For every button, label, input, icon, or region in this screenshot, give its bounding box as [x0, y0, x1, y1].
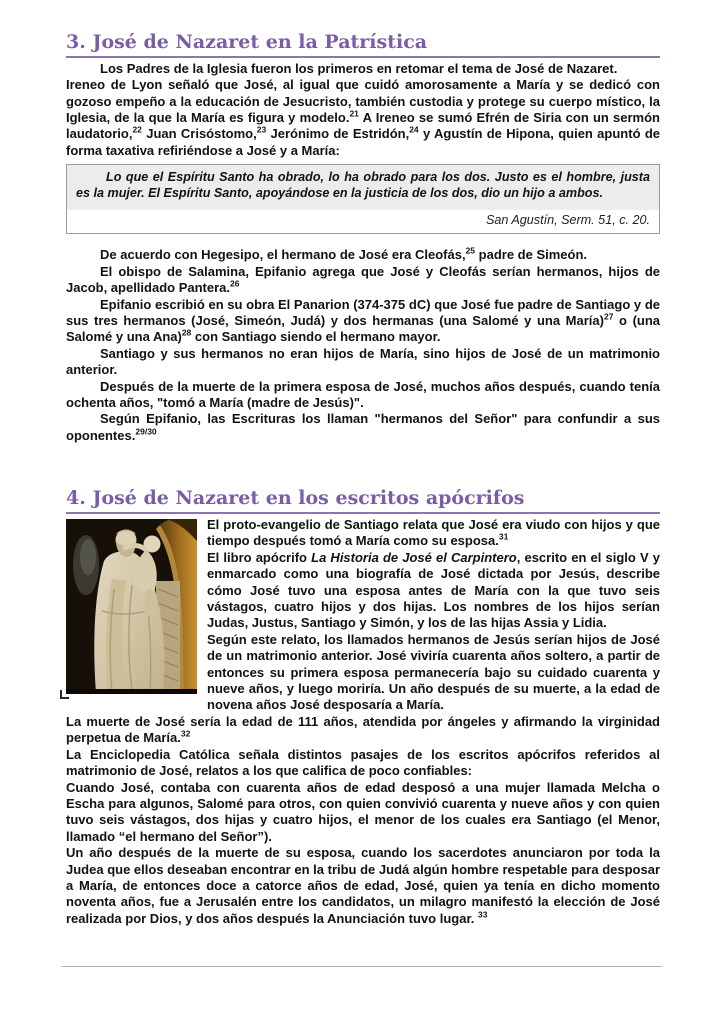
section3-heading: 3. José de Nazaret en la Patrística [66, 32, 660, 58]
section4-paragraph-3: Según este relato, los llamados hermanos de Jesús serían hijos de José de un matrimonio anterior. José viviría cuarenta años soltero, a partir de entonces su primera esposa permanecería bajo su cuidado cuarenta y nueve años, y luego moriría. Un año después de su muerte, a la edad de novena años José desposaría a María. [207, 631, 660, 713]
section4-paragraph-4: La muerte de José sería la edad de 111 años, atendida por ángeles y afirmando la virginidad perpetua de María.$^{32}$ [66, 713, 660, 746]
joseph-statue-image [66, 519, 197, 694]
section3-paragraph-7: Después de la muerte de la primera esposa de José, muchos años después, cuando tenía ochenta años, "tomó a María (madre de Jesús)". [66, 378, 660, 410]
quote-text: Lo que el Espíritu Santo ha obrado, lo ha obrado para los dos. Justo es el hombre, justa es la mujer. El Espíritu Santo, apoyándose en la justicia de los dos, dio un hijo a ambos. [67, 165, 659, 210]
section4-paragraph-5: La Enciclopedia Católica señala distintos pasajes de los escritos apócrifos referidos al matrimonio de José, relatos a los que califica de poco confiables: [66, 746, 660, 779]
section3-paragraph-6: Santiago y sus hermanos no eran hijos de María, sino hijos de José de un matrimonio anterior. [66, 345, 660, 378]
joseph-statue-illustration [66, 519, 197, 694]
footnote-separator [61, 966, 662, 967]
section4-paragraph-1: El proto-evangelio de Santiago relata que José era viudo con hijos y que tiempo después tomó a María como su esposa.$^{31}$ [207, 517, 660, 549]
section3-paragraph-8: Según Epifanio, las Escrituras los llaman "hermanos del Señor" para confundir a sus oponentes.$^{29/30}$ [66, 411, 660, 443]
section3-paragraph-2: Ireneo de Lyon señaló que José, al igual que cuidó amorosamente a María y se dedicó con gozoso empeño a la educación de Jesucristo, también custodia y protege su cuerpo místico, la Iglesia, de la que la María es figura y modelo.$^{21}$ A Ireneo se sumó Efrén de Siria con un sermón laudatorio,$^{22}$ Juan Crisóstomo,$^{23}$ Jerónimo de Estridón,$^{24}$ y Agustín de Hipona, quien apuntó de forma taxativa refiriéndose a José y a María: [66, 77, 660, 158]
section4-body [66, 517, 660, 927]
image-corner-mark [60, 690, 69, 699]
section4-heading: 4. José de Nazaret en los escritos apócrifos [66, 488, 660, 514]
augustine-quote-box [66, 164, 660, 234]
section3-paragraph-5: Epifanio escribió en su obra El Panarion (374-375 dC) que José fue padre de Santiago y de sus tres hermanos (José, Simeón, Judá) y dos hermanas (una Salomé y una María)$^{27}$ o (una Salomé y una Ana)$^{28}$ con Santiago siendo el hermano mayor. [66, 296, 661, 345]
section3-paragraph-1: Los Padres de la Iglesia fueron los primeros en retomar el tema de José de Nazaret. [100, 60, 618, 76]
section3-paragraph-3: De acuerdo con Hegesipo, el hermano de José era Cleofás,$^{25}$ padre de Simeón. [100, 245, 588, 263]
section4-paragraph-2: El libro apócrifo La Historia de José el Carpintero, escrito en el siglo V y enmarcado como una biografía de José dictada por Jesús, describe cómo José tuvo una esposa antes de María con la que tuvo seis vástagos, cuatro hijos y dos hijas. Los nombres de los hijos serían Judas, Justus, Santiago y Simón, y los de las hijas Assia y Lidia. [207, 549, 660, 631]
quote-citation: San Agustín, Serm. 51, c. 20. [67, 210, 659, 233]
section3-paragraph-4: El obispo de Salamina, Epifanio agrega que José y Cleofás serían hermanos, hijos de Jacob, apellidado Pantera.$^{26}$ [66, 263, 660, 296]
section4-paragraph-6: Cuando José, contaba con cuarenta años de edad desposó a una mujer llamada Melcha o Escha para algunos, Salomé para otros, con quien convivió cuarenta y nueve años y con quien tuvo seis vástagos, dos hijas y cuatro hijos, el menor de los cuales era Santiago (el Menor, llamado “el hermano del Señor”). [66, 779, 660, 844]
section4-paragraph-7: Un año después de la muerte de su esposa, cuando los sacerdotes anunciaron por toda la Judea que ellos deseaban encontrar en la tribu de Judá algún hombre respetable para desposar a María, de entonces doce a catorce años de edad, José, quien ya tenía en dicho momento noventa años, fue a Jerusalén entre los candidatos, un milagro manifestó la elección de José realizada por Dios, y dos años después la Anunciación tuvo lugar. $^{33}$ [66, 845, 660, 926]
